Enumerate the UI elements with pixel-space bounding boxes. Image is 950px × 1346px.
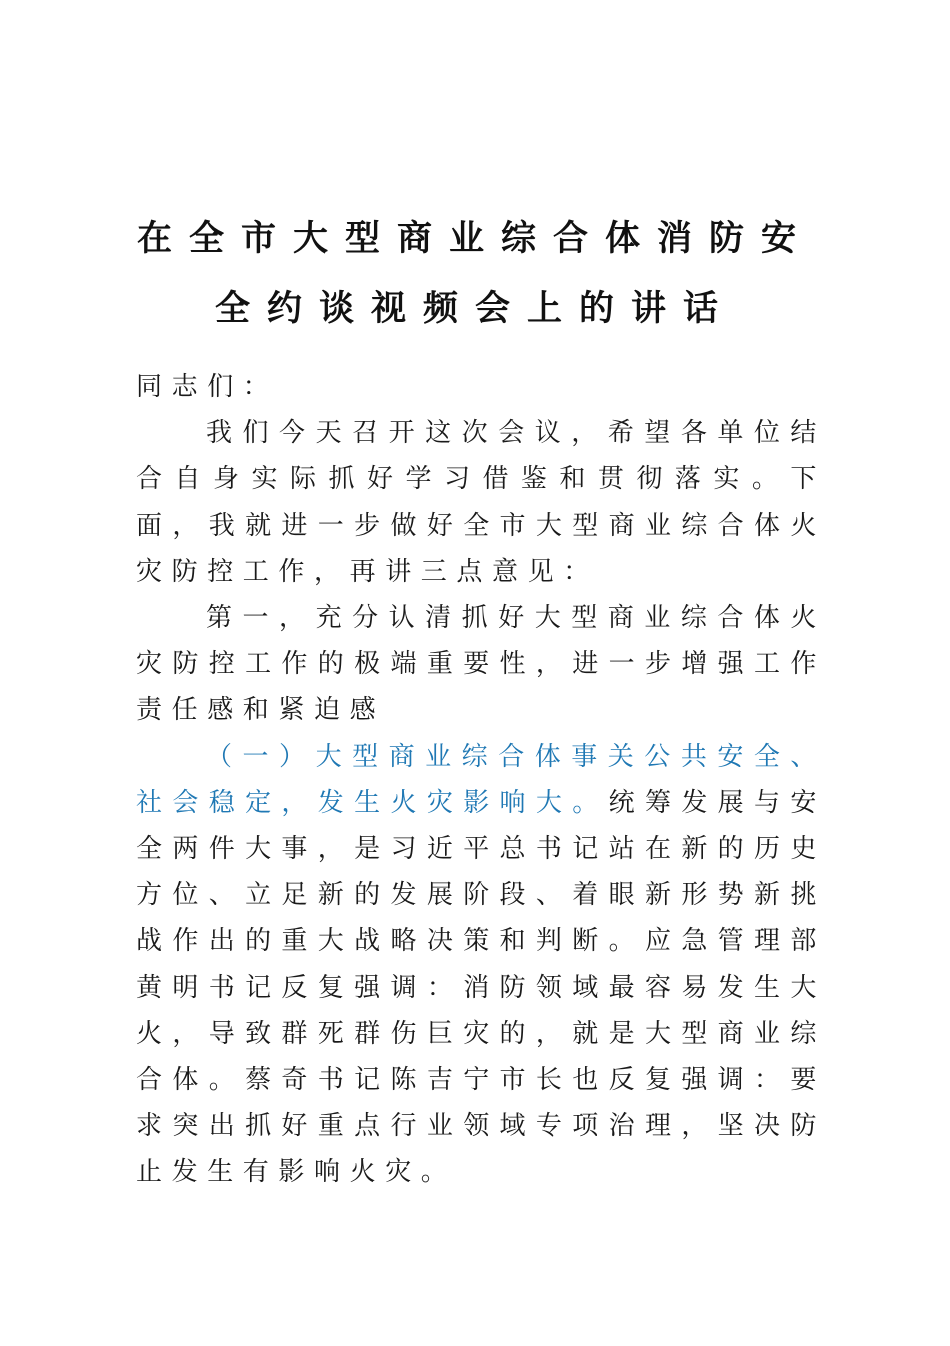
subsection-body: 统筹发展与安全两件大事，是习近平总书记站在新的历史方位、立足新的发展阶段、着眼新形势新挑战作出的重大战略决策和判断。应急管理部黄明书记反复强调：消防领域最容易发生大火，导致群死群伤巨灾的，就是大型商业综合体。蔡奇书记陈吉宁市长也反复强调：要求突出抓好重点行业领域专项治理，坚决防止发生有影响火灾。 (136, 787, 826, 1188)
intro-paragraph: 我们今天召开这次会议，希望各单位结合自身实际抓好学习借鉴和贯彻落实。下面，我就进一步做好全市大型商业综合体火灾防控工作，再讲三点意见： (136, 418, 826, 587)
section-heading-1: 第一，充分认清抓好大型商业综合体火灾防控工作的极端重要性，进一步增强工作责任感和紧迫感 (136, 603, 826, 726)
document-title-line-2: 全约谈视频会上的讲话 (214, 289, 735, 329)
salutation: 同志们： (136, 372, 279, 402)
subsection-heading-1: （一）大型商业综合体事关公共安全、社会稳定，发生火灾影响大。 (136, 741, 826, 818)
subsection-paragraph (136, 734, 826, 1196)
document-title-line-1: 在全市大型商业综合体消防安 (136, 219, 813, 259)
document-body (136, 364, 826, 1196)
